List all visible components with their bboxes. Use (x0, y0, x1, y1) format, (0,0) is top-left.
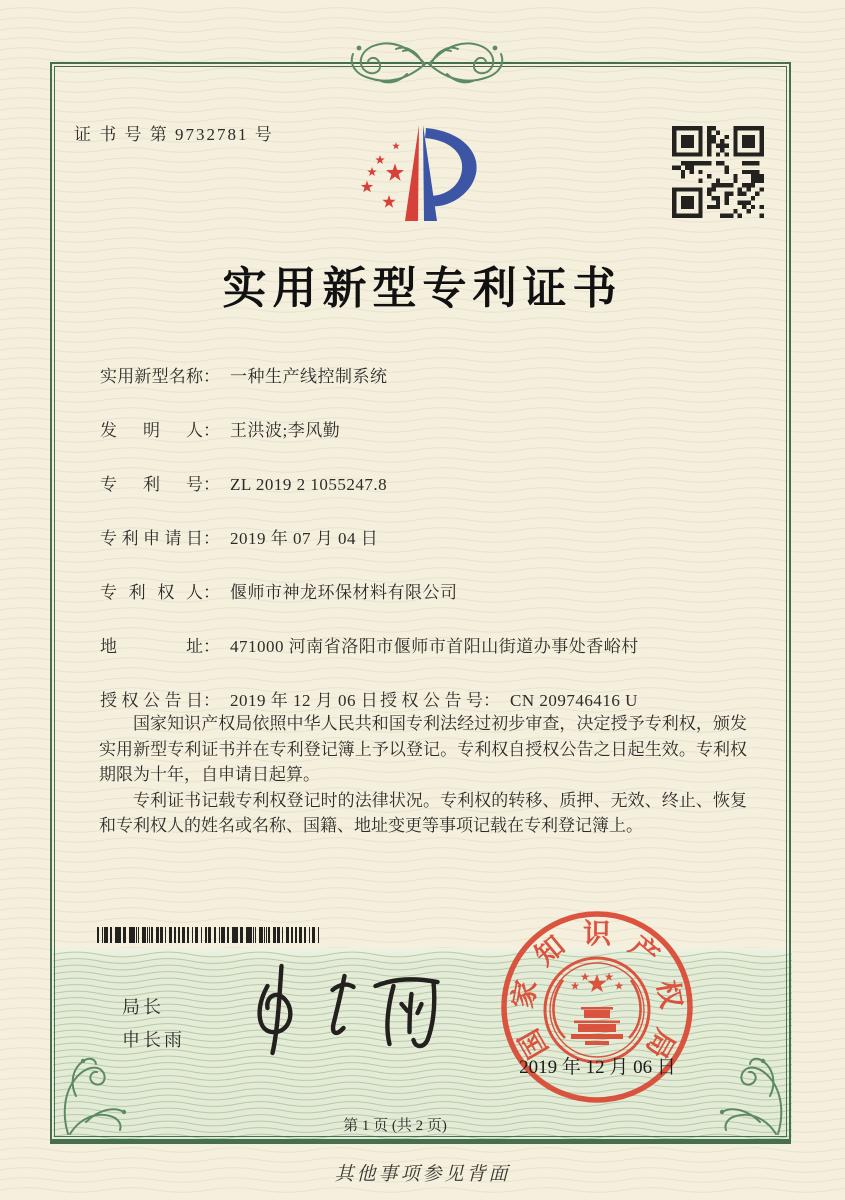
barcode (97, 927, 319, 943)
legal-paragraph-2: 专利证书记载专利权登记时的法律状况。专利权的转移、质押、无效、终止、恢复和专利权人的姓名或名称、国籍、地址变更等事项记载在专利登记簿上。 (99, 790, 747, 835)
field-label: 发明人 (100, 421, 203, 440)
grant-number-group (380, 686, 638, 711)
grant-number-label: 授权公告号 (380, 691, 483, 710)
certificate-title: 实用新型专利证书 (222, 264, 623, 313)
qr-code (672, 126, 764, 218)
svg-text:国: 国 (513, 1023, 555, 1064)
grant-date-value: 2019 年 12 月 06 日 (230, 691, 379, 710)
field-colon: ： (203, 421, 220, 440)
svg-text:识: 识 (582, 919, 612, 950)
grant-number-value: CN 209746416 U (510, 691, 638, 710)
field-label: 专利权人 (100, 583, 203, 602)
field-value: 偃师市神龙环保材料有限公司 (230, 583, 458, 602)
svg-text:权: 权 (650, 977, 687, 1011)
svg-text:家: 家 (507, 977, 544, 1011)
field-colon: ： (203, 637, 220, 656)
field-row-filing-date (100, 524, 760, 549)
field-colon: ： (203, 367, 220, 386)
grant-date-label: 授权公告日 (100, 691, 203, 710)
field-row-address (100, 632, 760, 657)
field-row-name (100, 362, 760, 387)
svg-text:知: 知 (529, 930, 572, 973)
field-label: 地址 (100, 637, 203, 656)
field-value: ZL 2019 2 1055247.8 (230, 475, 388, 494)
field-colon: ： (203, 475, 220, 494)
seal-date: 2019 年 12 月 06 日 (519, 1057, 676, 1078)
cnipa-patent-logo-icon (350, 122, 490, 226)
field-label: 专利申请日 (100, 529, 203, 548)
field-value: 471000 河南省洛阳市偃师市首阳山街道办事处香峪村 (230, 637, 639, 656)
field-colon: ： (203, 691, 220, 710)
field-value: 王洪波;李风勤 (230, 421, 341, 440)
field-value: 2019 年 07 月 04 日 (230, 529, 379, 548)
svg-text:局: 局 (639, 1023, 681, 1064)
field-row-grant (100, 686, 760, 711)
page-number: 第 1 页 (共 2 页) (343, 1118, 447, 1134)
field-label: 专利号 (100, 475, 203, 494)
cnipa-official-seal (492, 902, 702, 1112)
director-title-label: 局长 (122, 997, 164, 1017)
top-flourish-ornament (297, 34, 557, 94)
field-row-patentee (100, 578, 760, 603)
field-colon: ： (203, 583, 220, 602)
director-name-label: 申长雨 (122, 1030, 185, 1050)
field-colon: ： (483, 691, 500, 710)
field-row-patent-number (100, 470, 760, 495)
field-colon: ： (203, 529, 220, 548)
legal-text-block (99, 711, 747, 839)
certificate-number: 证 书 号 第 9732781 号 (74, 125, 274, 144)
field-row-inventor (100, 416, 760, 441)
director-signature (235, 956, 460, 1056)
svg-text:产: 产 (622, 930, 665, 973)
field-value: 一种生产线控制系统 (230, 367, 388, 386)
back-side-note: 其他事项参见背面 (334, 1164, 511, 1185)
field-label: 实用新型名称 (100, 367, 203, 386)
legal-paragraph-1: 国家知识产权局依照中华人民共和国专利法经过初步审查，决定授予专利权，颁发实用新型专利证书并在专利登记簿上予以登记。专利权自授权公告之日起生效。专利权期限为十年，自申请日起算。 (99, 714, 747, 784)
